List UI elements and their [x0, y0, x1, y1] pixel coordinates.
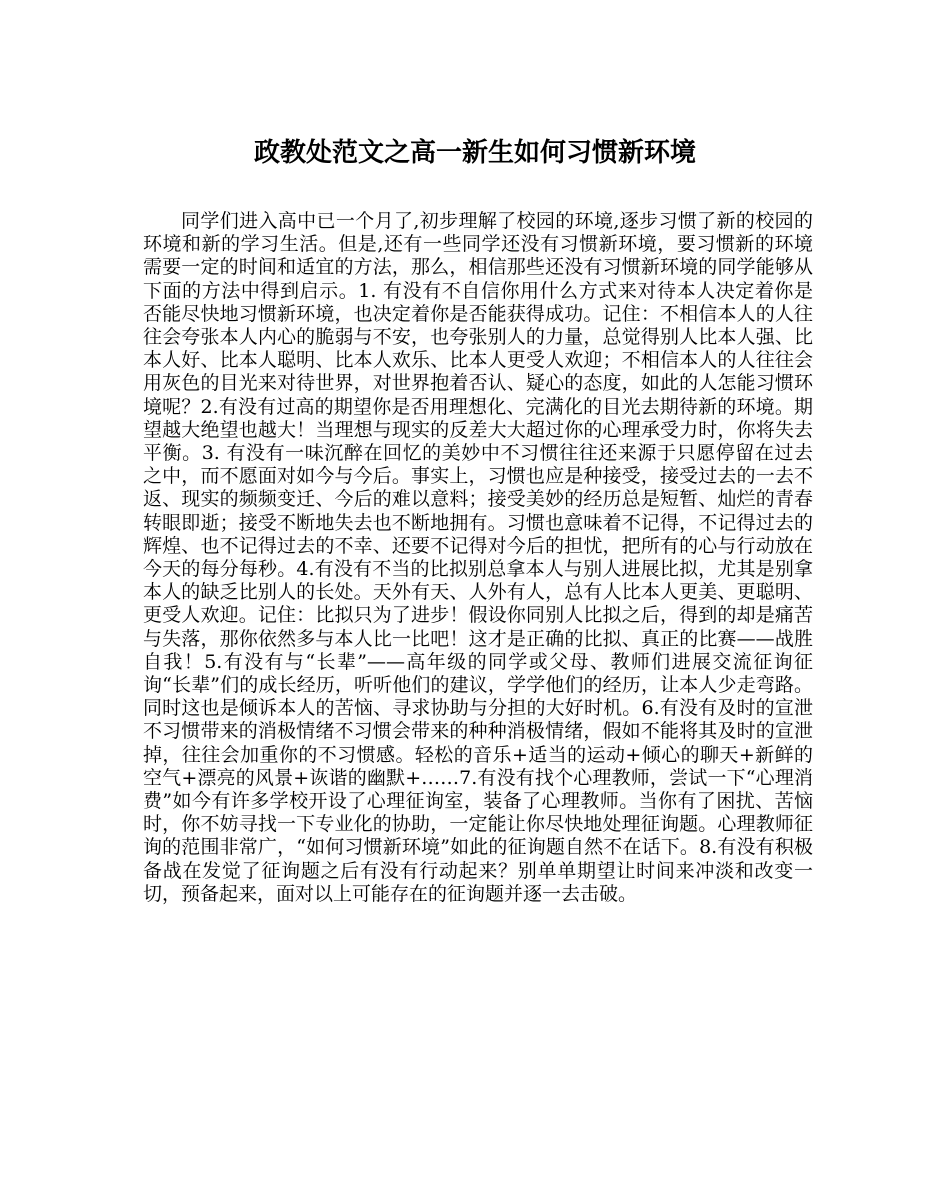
document-title: 政教处范文之高一新生如何习惯新环境: [253, 138, 696, 168]
document-body-paragraph: 同学们进入高中已一个月了,初步理解了校园的环境,逐步习惯了新的校园的环境和新的学习生活。但是,还有一些同学还没有习惯新环境，要习惯新的环境需要一定的时间和适宜的方法，那么，相信那些还没有习惯新环境的同学能够从下面的方法中得到启示。1. 有没有不自信你用什么方式来对待本人决定着你是否能尽快地习惯新环境，也决定着你是否能获得成功。记住：不相信本人的人往往会夸张本人内心的脆弱与不安，也夸张别人的力量，总觉得别人比本人强、比本人好、比本人聪明、比本人欢乐、比本人更受人欢迎；不相信本人的人往往会用灰色的目光来对待世界，对世界抱着否认、疑心的态度，如此的人怎能习惯环境呢？2.有没有过高的期望你是否用理想化、完满化的目光去期待新的环境。期望越大绝望也越大！当理想与现实的反差大大超过你的心理承受力时，你将失去平衡。3. 有没有一味沉醉在回忆的美妙中不习惯往往还来源于只愿停留在过去之中，而不愿面对如今与今后。事实上，习惯也应是种接受，接受过去的一去不返、现实的频频变迁、今后的难以意料；接受美妙的经历总是短暂、灿烂的青春转眼即逝；接受不断地失去也不断地拥有。习惯也意味着不记得，不记得过去的辉煌、也不记得过去的不幸、还要不记得对今后的担忧，把所有的心与行动放在今天的每分每秒。4.有没有不当的比拟别总拿本人与别人进展比拟，尤其是别拿本人的缺乏比别人的长处。天外有天、人外有人，总有人比本人更美、更聪明、更受人欢迎。记住：比拟只为了进步！假设你同别人比拟之后，得到的却是痛苦与失落，那你依然多与本人比一比吧！这才是正确的比拟、真正的比赛——战胜自我！5.有没有与“长辈”——高年级的同学或父母、教师们进展交流征询征询“长辈”们的成长经历，听听他们的建议，学学他们的经历，让本人少走弯路。同时这也是倾诉本人的苦恼、寻求协助与分担的大好时机。6.有没有及时的宣泄不习惯带来的消极情绪不习惯会带来的种种消极情绪，假如不能将其及时的宣泄掉，往往会加重你的不习惯感。轻松的音乐+适当的运动+倾心的聊天+新鲜的空气+漂亮的风景+诙谐的幽默+……7.有没有找个心理教师，尝试一下“心理消费”如今有许多学校开设了心理征询室，装备了心理教师。当你有了困扰、苦恼时，你不妨寻找一下专业化的协助，一定能让你尽快地处理征询题。心理教师征询的范围非常广，“如何习惯新环境”如此的征询题自然不在话下。8.有没有积极备战在发觉了征询题之后有没有行动起来？别单单期望让时间来冲淡和改变一切，预备起来，面对以上可能存在的征询题并逐一去击破。: [143, 210, 813, 905]
